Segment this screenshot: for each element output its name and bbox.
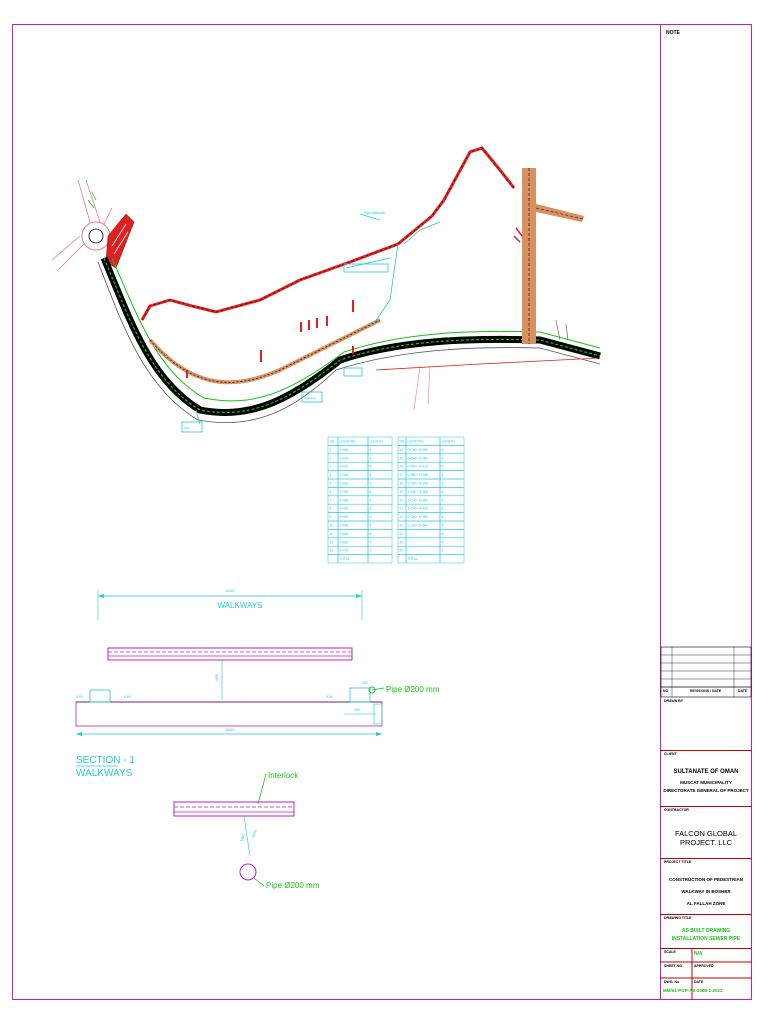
dim-offset: 400 xyxy=(354,708,360,712)
table-cell xyxy=(368,546,392,554)
detail-dim: 1400 xyxy=(239,833,246,843)
interlock-label: Interlock xyxy=(268,771,299,780)
table-cell-text: 0+240 xyxy=(339,481,349,486)
table-cell-text: 6 xyxy=(441,464,444,469)
table-cell-text: 23 xyxy=(399,523,404,528)
table-cell-text: 8 xyxy=(329,506,332,511)
table-header: LOCATION xyxy=(407,439,424,444)
project-line-1: CONSTRUCTION OF PEDESTRIAN xyxy=(668,877,743,882)
table-cell xyxy=(440,529,464,537)
drawing-no-value: MM/01-PGP-AS-200 xyxy=(663,988,705,993)
table-cell-text: 6 xyxy=(369,523,372,528)
table-cell-text: 18 xyxy=(399,481,404,486)
table-left xyxy=(328,437,392,563)
table-cell-text: 6 xyxy=(441,456,444,461)
section-title-line-1: SECTION - 1 xyxy=(76,755,135,766)
table-cell-text: 0+360 xyxy=(339,498,349,503)
table-cell-text: 0+720 xyxy=(339,548,349,553)
revision-no-header: NO xyxy=(663,689,669,693)
notes-tag: NOTE xyxy=(666,30,680,36)
table-cell-text: 24 xyxy=(399,531,404,536)
project-line-2: WALKWAY IN BOSHER xyxy=(681,889,731,894)
table-header: LOCATION xyxy=(339,439,356,444)
table-cell xyxy=(368,454,392,462)
table-cell-text: 6 xyxy=(369,540,372,545)
drawn-by-label: DRAWN BY xyxy=(664,699,684,703)
contractor-label: CONTRACTOR xyxy=(664,808,689,812)
table-cell xyxy=(368,504,392,512)
table-cell-text: 1+200 / 0+420 xyxy=(407,506,429,511)
scale-label: SCALE xyxy=(664,950,676,954)
table-cell xyxy=(368,479,392,487)
table-cell xyxy=(368,513,392,521)
table-cell-text: 6 xyxy=(369,447,372,452)
site-plan xyxy=(0,0,660,440)
table-cell-text: 6 xyxy=(441,523,444,528)
table-cell xyxy=(368,529,392,537)
table-cell-text: 6 xyxy=(441,506,444,511)
table-cell-text: 6 xyxy=(369,489,372,494)
table-cell-text: 13 xyxy=(329,548,334,553)
table-cell-text: 4 xyxy=(329,473,332,478)
table-cell xyxy=(368,471,392,479)
table-cell-text: 6 xyxy=(369,515,372,520)
box-label-a: Walkway xyxy=(304,396,316,400)
vertical-road xyxy=(514,168,584,344)
table-cell-text: TOTAL xyxy=(339,557,350,562)
detail-dim-2: Ø200 xyxy=(251,828,258,839)
table-cell-text: 6 xyxy=(441,531,444,536)
table-cell-text: 6 xyxy=(441,515,444,520)
station-tables xyxy=(326,436,466,570)
table-cell-text: 7 xyxy=(329,498,332,503)
table-cell xyxy=(440,513,464,521)
table-header: NO xyxy=(329,439,335,444)
table-cell-text: TOTAL xyxy=(407,557,418,562)
contractor-name: FALCON GLOBAL PROJECT. LLC xyxy=(674,829,738,847)
pipe-network-label: Pipe Network xyxy=(364,211,385,215)
table-cell-text: 6 xyxy=(441,540,444,545)
table-cell-text: 0+840 / 0+060 xyxy=(407,456,429,461)
section-title-line-2: WALKWAYS xyxy=(76,768,133,779)
table-cell xyxy=(368,445,392,453)
table-cell xyxy=(440,521,464,529)
ground-right: 0.00 xyxy=(326,695,333,699)
date-value: 08-1-2022 xyxy=(702,988,723,993)
date-label: DATE xyxy=(694,980,704,984)
table-cell-text: 6 xyxy=(441,481,444,486)
table-cell xyxy=(328,555,338,563)
ground-mid: 0.00 xyxy=(124,695,131,699)
table-cell xyxy=(368,462,392,470)
table-cell-text: 0+300 xyxy=(339,489,349,494)
scale-value: N/A xyxy=(694,951,703,957)
client-line-2: MUSCAT MUNICIPALITY xyxy=(680,780,732,785)
walkways-top-label: WALKWAYS xyxy=(217,601,263,610)
project-line-3: AL FALLAH ZONE xyxy=(686,901,726,906)
table-cell-text: 1+320 / 0+540 xyxy=(407,523,429,528)
table-cell-text: 6 xyxy=(369,473,372,478)
table-cell-text: 6 xyxy=(441,498,444,503)
drawing-no-label: DWG. No xyxy=(664,980,680,984)
pipe-label: Pipe Ø200 mm xyxy=(386,685,440,694)
table-cell-text: 0+900 / 0+120 xyxy=(407,464,429,469)
table-cell xyxy=(440,555,464,563)
table-cell xyxy=(368,538,392,546)
dim-small: 150 xyxy=(362,681,368,685)
table-cell-text: 0+780 / 0+000 xyxy=(407,447,429,452)
table-cell-text: 6 xyxy=(441,447,444,452)
table-cell xyxy=(440,487,464,495)
table-cell-text: 9 xyxy=(329,515,332,520)
table-cell-text: 0+540 xyxy=(339,523,349,528)
table-cell-text: 0+960 / 0+180 xyxy=(407,473,429,478)
table-cell-text: 6 xyxy=(369,531,372,536)
table-cell-text: 15 xyxy=(399,456,404,461)
table-cell-text: 1+140 / 0+360 xyxy=(407,498,429,503)
table-cell xyxy=(406,546,440,554)
table-cell-text: 0+660 xyxy=(339,540,349,545)
table-cell xyxy=(398,555,406,563)
table-cell-text: 5 xyxy=(329,481,332,486)
red-pipe-line xyxy=(142,148,514,320)
table-cell-text: 0+600 xyxy=(339,531,349,536)
sheet-label: SHEET NO xyxy=(664,964,682,968)
table-cell-text: 6 xyxy=(369,464,372,469)
revision-desc-header: REVISIONS / DATE xyxy=(690,689,722,693)
table-cell xyxy=(440,445,464,453)
table-cell-text: 0+180 xyxy=(339,473,349,478)
dim-bottom: 5000 xyxy=(225,727,235,732)
table-cell-text: 0+420 xyxy=(339,506,349,511)
table-cell-text: 6 xyxy=(369,498,372,503)
client-label: CLIENT xyxy=(664,752,677,756)
table-right xyxy=(398,437,464,563)
table-cell-text: 17 xyxy=(399,473,404,478)
table-cell-text: 16 xyxy=(399,464,404,469)
table-cell-text: 1+260 / 0+480 xyxy=(407,515,429,520)
dim-top: 4000 xyxy=(225,588,235,593)
table-cell-text: 6 xyxy=(369,481,372,486)
table-cell xyxy=(440,462,464,470)
table-cell-text: 6 xyxy=(369,456,372,461)
table-cell xyxy=(440,479,464,487)
table-cell-text: 6 xyxy=(441,489,444,494)
table-cell-text: 20 xyxy=(399,498,404,503)
table-cell-text: 6 xyxy=(329,489,332,494)
table-cell-text: 21 xyxy=(399,506,404,511)
table-header: NO xyxy=(399,439,405,444)
client-line-1: SULTANATE OF OMAN xyxy=(673,769,739,775)
table-cell-text: 6 xyxy=(441,473,444,478)
table-cell-text: 0+000 xyxy=(339,447,349,452)
table-cell-text: 11 xyxy=(329,531,333,536)
table-cell-text: 6 xyxy=(369,548,372,553)
table-cell-text: 1 xyxy=(329,447,332,452)
parking-block xyxy=(106,214,134,268)
table-cell-text: 10 xyxy=(329,523,334,528)
dim-depth: 1400 xyxy=(215,674,219,682)
table-cell-text: 25 xyxy=(399,540,404,545)
table-cell-text: 3 xyxy=(329,464,332,469)
table-cell-text: 12 xyxy=(329,540,334,545)
table-cell-text: 19 xyxy=(399,489,404,494)
revision-date-header: DATE xyxy=(738,689,748,693)
table-header: LENGTH xyxy=(441,439,455,444)
table-cell-text: 0+480 xyxy=(339,515,349,520)
table-cell xyxy=(440,538,464,546)
table-cell xyxy=(406,538,440,546)
table-cell xyxy=(440,546,464,554)
pipe-label-2: Pipe Ø200 mm xyxy=(266,881,320,890)
table-cell xyxy=(368,496,392,504)
table-cell-text: 26 xyxy=(399,548,404,553)
table-cell-text: 6 xyxy=(369,506,372,511)
table-header: LENGTH xyxy=(369,439,383,444)
table-cell-text: 22 xyxy=(399,515,404,520)
drawing-title-line-2: INSTALLATION SEWER PIPE xyxy=(671,936,741,942)
table-cell xyxy=(368,487,392,495)
table-cell xyxy=(368,555,392,563)
table-cell-text: 0+060 xyxy=(339,456,349,461)
drawing-title-line-1: AS BUILT DRAWING xyxy=(681,928,731,934)
project-label: PROJECT TITLE xyxy=(664,860,692,864)
table-cell xyxy=(440,496,464,504)
table-cell-text: 1+080 / 0+300 xyxy=(407,489,429,494)
approved-label: APPROVED xyxy=(694,964,714,968)
box-label-b: Pipe xyxy=(184,426,191,430)
table-cell-text: 1+020 / 0+240 xyxy=(407,481,429,486)
table-cell-text: 6 xyxy=(441,548,444,553)
table-cell xyxy=(440,454,464,462)
table-cell xyxy=(406,529,440,537)
ground-left: 0.00 xyxy=(76,695,83,699)
table-cell-text: 2 xyxy=(329,456,332,461)
roundabout xyxy=(52,180,112,270)
client-line-3: DIRECTORATE GENERAL OF PROJECT xyxy=(663,788,749,793)
table-cell-text: 14 xyxy=(399,447,404,452)
table-cell xyxy=(368,521,392,529)
section-walkway xyxy=(60,580,460,790)
table-cell xyxy=(440,471,464,479)
drawing-title-label: DRAWING TITLE xyxy=(664,916,692,920)
interlock-detail xyxy=(160,760,360,900)
client-box xyxy=(660,750,752,806)
table-cell-text: 0+120 xyxy=(339,464,349,469)
table-cell xyxy=(440,504,464,512)
